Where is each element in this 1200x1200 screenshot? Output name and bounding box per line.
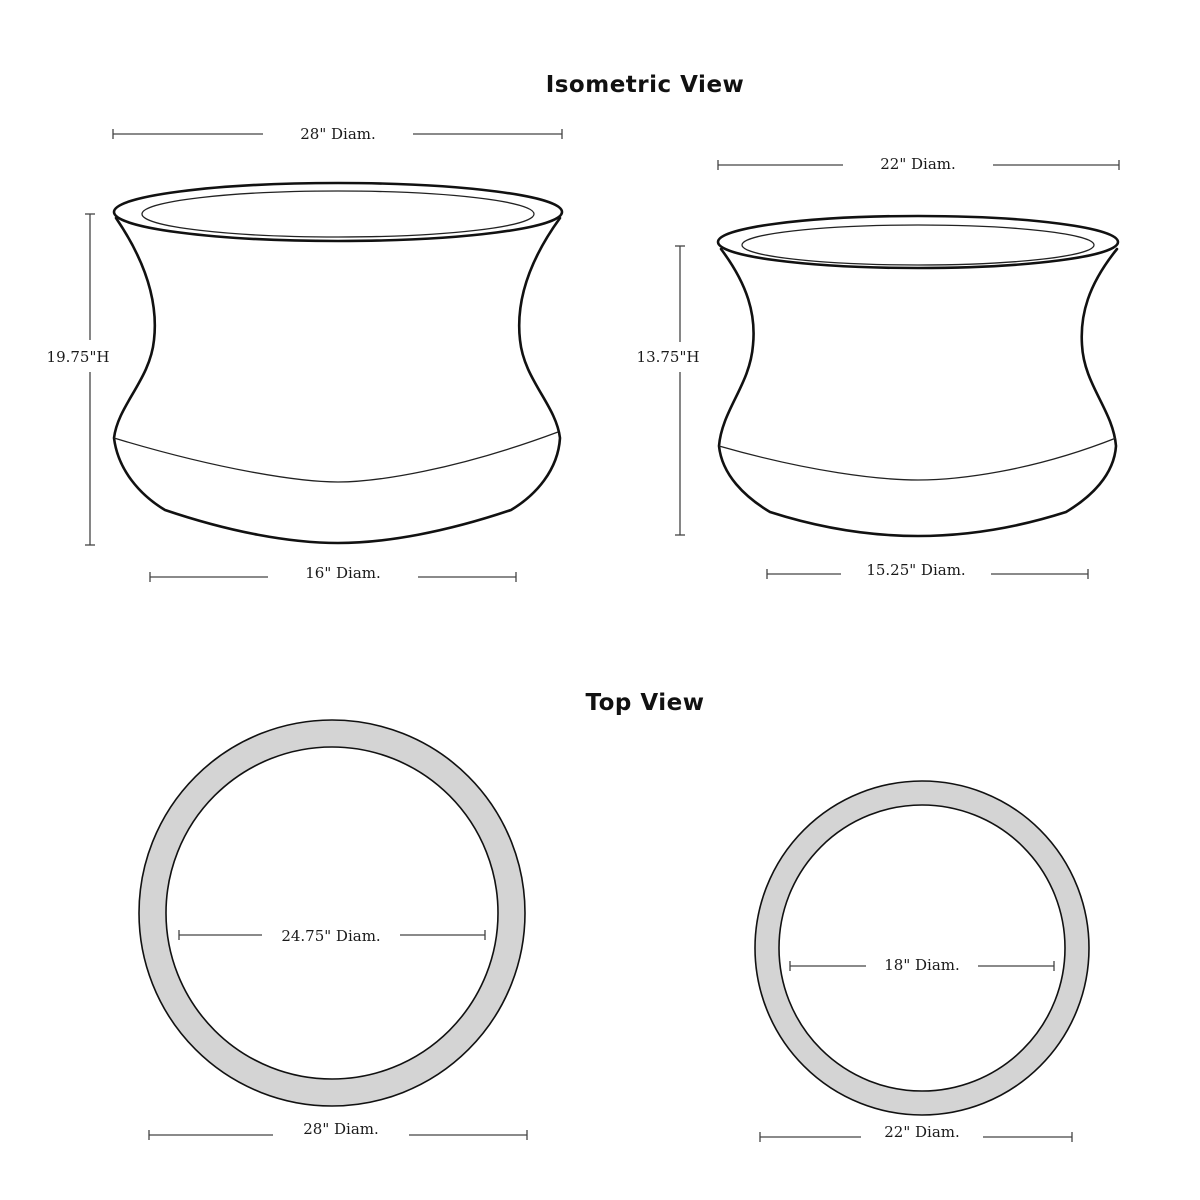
large-outer-diameter-label: 28" Diam. (303, 1120, 379, 1138)
small-top-inner-circle (779, 805, 1065, 1091)
large-base-band (114, 432, 558, 482)
isometric-view-title: Isometric View (545, 72, 745, 98)
small-planter-top-view (755, 781, 1089, 1142)
small-planter-isometric (637, 155, 1119, 579)
large-rim-outer (114, 183, 562, 241)
large-base-diameter-label: 16" Diam. (305, 564, 381, 582)
large-top-diameter-label: 28" Diam. (300, 125, 376, 143)
small-base-diameter-dimension (767, 561, 1088, 579)
small-top-diameter-label: 22" Diam. (880, 155, 956, 173)
small-rim-inner (742, 225, 1094, 265)
large-top-diameter-dimension (113, 125, 562, 143)
large-planter-isometric (47, 125, 562, 582)
small-height-dimension (637, 246, 700, 535)
large-height-dimension (47, 214, 110, 545)
small-inner-diameter-label: 18" Diam. (884, 956, 960, 974)
large-top-inner-circle (166, 747, 498, 1079)
small-outer-diameter-label: 22" Diam. (884, 1123, 960, 1141)
large-body-outline (114, 218, 560, 543)
small-base-band (719, 438, 1116, 480)
small-height-label: 13.75"H (636, 348, 700, 366)
large-outer-diameter-dimension (149, 1120, 527, 1140)
top-view-title: Top View (585, 690, 705, 716)
small-base-diameter-label: 15.25" Diam. (866, 561, 966, 579)
large-planter-top-view (139, 720, 527, 1140)
large-base-diameter-dimension (150, 564, 516, 582)
large-height-label: 19.75"H (46, 348, 110, 366)
small-outer-diameter-dimension (760, 1123, 1072, 1142)
small-rim-outer (718, 216, 1118, 268)
small-top-diameter-dimension (718, 155, 1119, 173)
large-inner-diameter-label: 24.75" Diam. (281, 927, 381, 945)
small-body-outline (719, 249, 1117, 536)
large-rim-inner (142, 191, 534, 237)
